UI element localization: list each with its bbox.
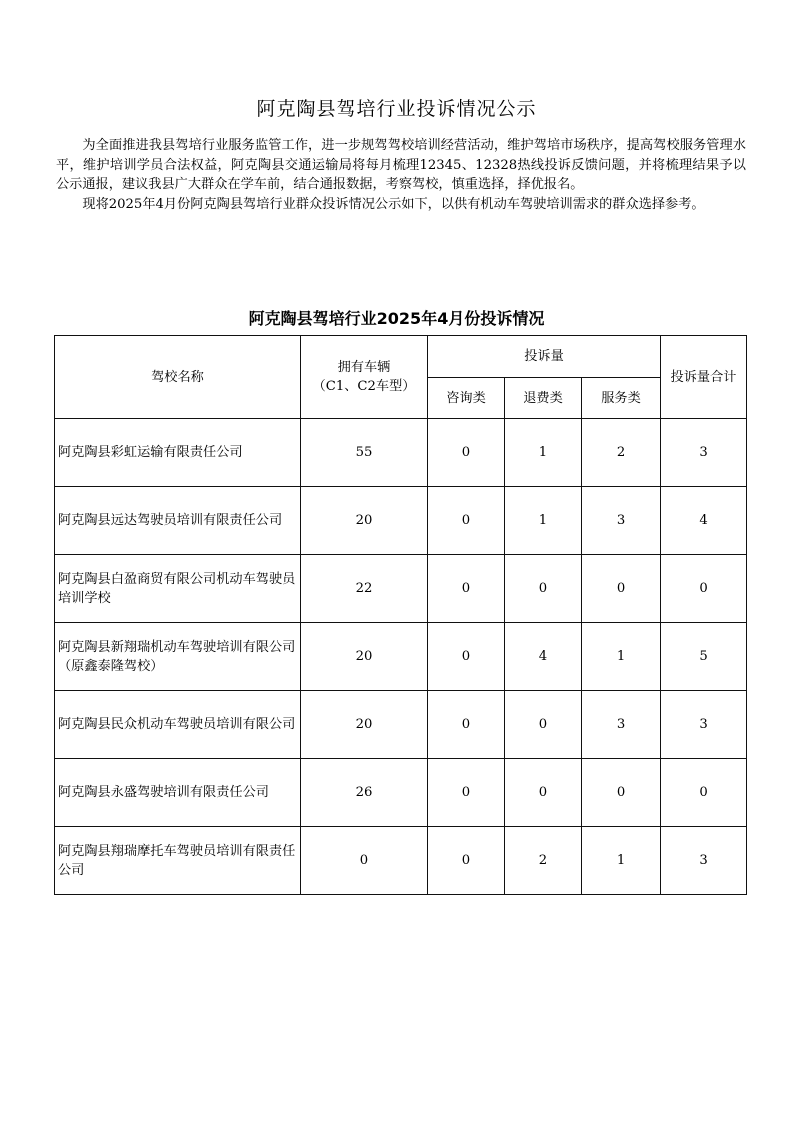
- header-vehicles-line2: （C1、C2车型）: [312, 379, 416, 394]
- refund-cell: 2: [505, 827, 582, 895]
- consult-cell: 0: [428, 623, 505, 691]
- total-cell: 0: [661, 759, 747, 827]
- table-title: 阿克陶县驾培行业2025年4月份投诉情况: [248, 309, 545, 328]
- school-name-cell: 阿克陶县远达驾驶员培训有限责任公司: [55, 487, 301, 555]
- consult-cell: 0: [428, 759, 505, 827]
- table-row: [55, 419, 747, 487]
- service-cell: 0: [582, 555, 661, 623]
- total-cell: 3: [661, 691, 747, 759]
- service-cell: 0: [582, 759, 661, 827]
- refund-cell: 4: [505, 623, 582, 691]
- header-vehicles-line1: 拥有车辆: [337, 360, 391, 375]
- service-cell: 1: [582, 827, 661, 895]
- refund-cell: 1: [505, 487, 582, 555]
- school-name-cell: 阿克陶县白盈商贸有限公司机动车驾驶员培训学校: [55, 555, 301, 623]
- total-cell: 5: [661, 623, 747, 691]
- table-row: [55, 555, 747, 623]
- intro-paragraph: 为全面推进我县驾培行业服务监管工作，进一步规驾驾校培训经营活动，维护驾培市场秩序，提高驾校服务管理水平，维护培训学员合法权益，阿克陶县交通运输局将每月梳理12345、12328热线投诉反馈问题，并将梳理结果予以公示通报，建议我县广大群众在学车前，结合通报数据，考察驾校，慎重选择，择优报名。: [56, 138, 746, 192]
- table-row: [55, 487, 747, 555]
- table-row: [55, 827, 747, 895]
- service-cell: 3: [582, 691, 661, 759]
- refund-cell: 0: [505, 759, 582, 827]
- vehicles-cell: 20: [301, 623, 428, 691]
- intro-paragraph: 现将2025年4月份阿克陶县驾培行业群众投诉情况公示如下，以供有机动车驾驶培训需求的群众选择参考。: [82, 196, 705, 212]
- vehicles-cell: 55: [301, 419, 428, 487]
- consult-cell: 0: [428, 487, 505, 555]
- refund-cell: 0: [505, 555, 582, 623]
- vehicles-cell: 0: [301, 827, 428, 895]
- vehicles-cell: 22: [301, 555, 428, 623]
- total-cell: 4: [661, 487, 747, 555]
- vehicles-cell: 20: [301, 487, 428, 555]
- header-consult: 咨询类: [428, 378, 505, 419]
- header-row: [55, 336, 747, 378]
- school-name-cell: 阿克陶县新翔瑞机动车驾驶培训有限公司（原鑫泰隆驾校）: [55, 623, 301, 691]
- service-cell: 2: [582, 419, 661, 487]
- service-cell: 3: [582, 487, 661, 555]
- refund-cell: 0: [505, 691, 582, 759]
- vehicles-cell: 26: [301, 759, 428, 827]
- total-cell: 0: [661, 555, 747, 623]
- school-name-cell: 阿克陶县民众机动车驾驶员培训有限公司: [55, 691, 301, 759]
- school-name-cell: 阿克陶县彩虹运输有限责任公司: [55, 419, 301, 487]
- document-title: 阿克陶县驾培行业投诉情况公示: [256, 98, 537, 120]
- consult-cell: 0: [428, 555, 505, 623]
- header-refund: 退费类: [505, 378, 582, 419]
- school-name-cell: 阿克陶县翔瑞摩托车驾驶员培训有限责任公司: [55, 827, 301, 895]
- table-row: [55, 691, 747, 759]
- complaints-table: [54, 335, 747, 895]
- header-vehicles: [301, 336, 428, 419]
- consult-cell: 0: [428, 419, 505, 487]
- header-school-name: 驾校名称: [55, 336, 301, 419]
- refund-cell: 1: [505, 419, 582, 487]
- header-service: 服务类: [582, 378, 661, 419]
- table-row: [55, 623, 747, 691]
- consult-cell: 0: [428, 827, 505, 895]
- header-complaints: 投诉量: [428, 336, 661, 378]
- school-name-cell: 阿克陶县永盛驾驶培训有限责任公司: [55, 759, 301, 827]
- total-cell: 3: [661, 419, 747, 487]
- consult-cell: 0: [428, 691, 505, 759]
- total-cell: 3: [661, 827, 747, 895]
- header-total: 投诉量合计: [661, 336, 747, 419]
- vehicles-cell: 20: [301, 691, 428, 759]
- service-cell: 1: [582, 623, 661, 691]
- table-row: [55, 759, 747, 827]
- intro-text: [56, 136, 746, 214]
